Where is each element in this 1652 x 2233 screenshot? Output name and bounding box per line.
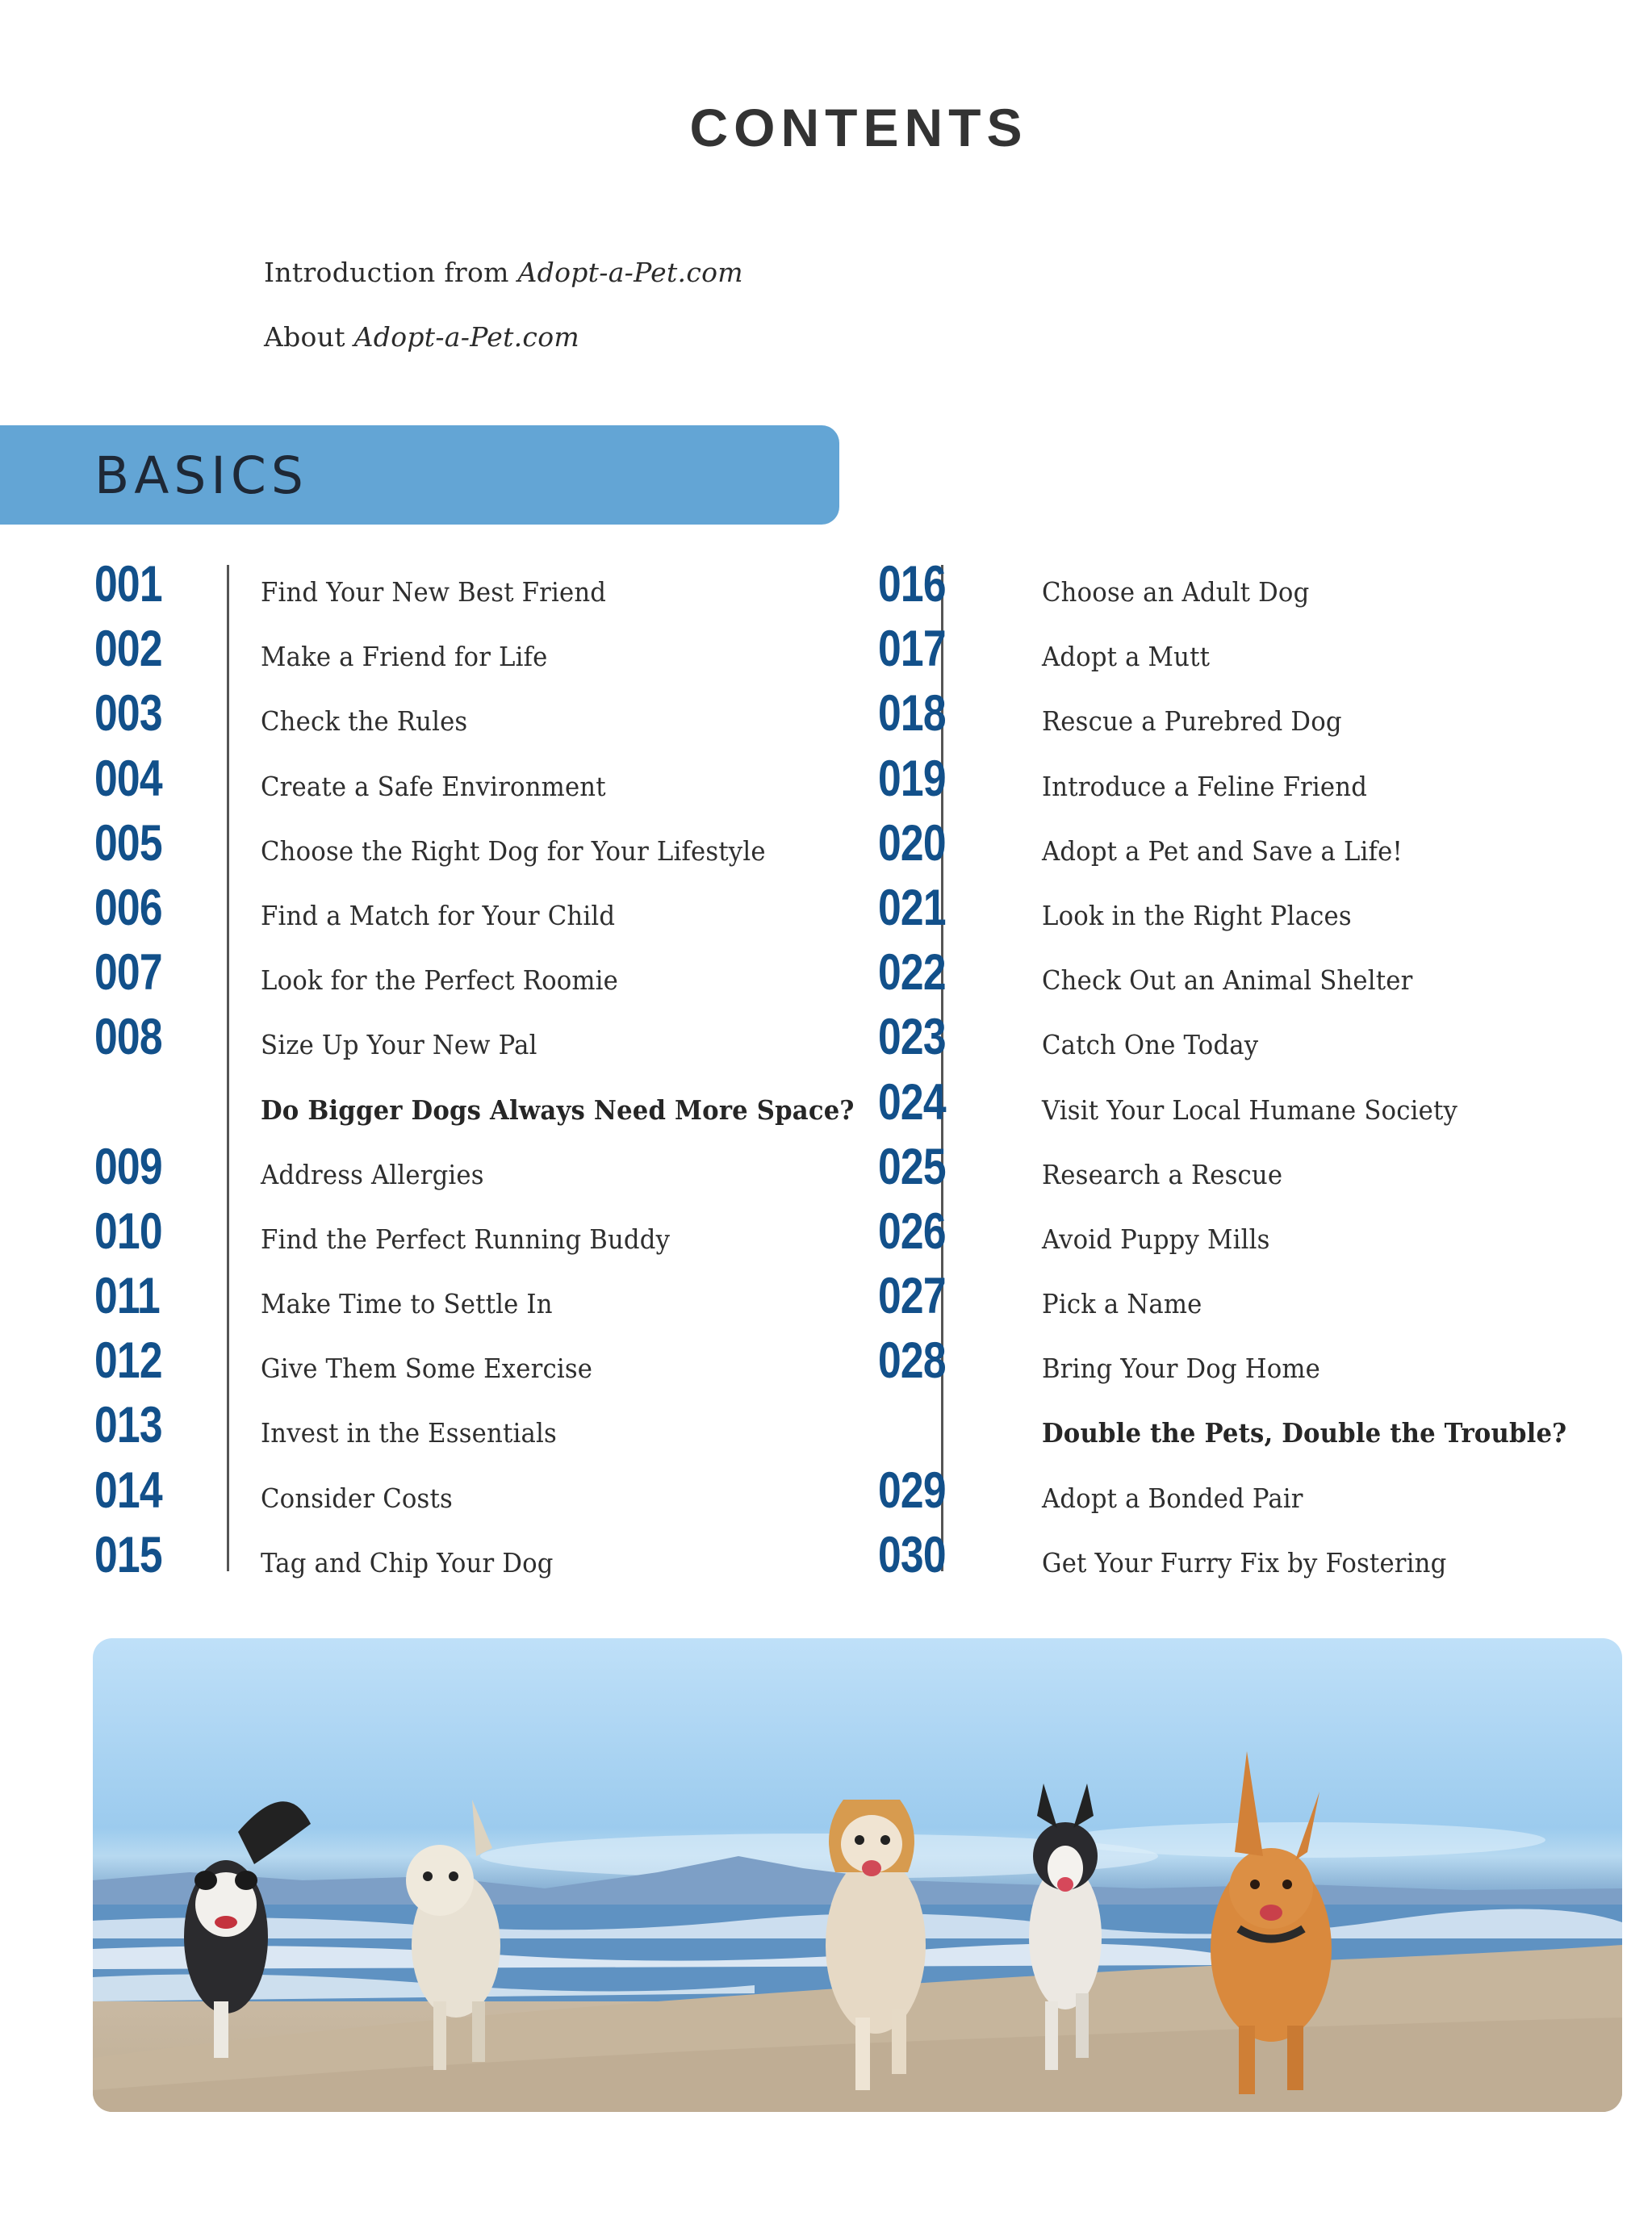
entry-number: 003 <box>94 685 162 742</box>
entry-title: Pick a Name <box>1042 1288 1202 1320</box>
entry-number: 016 <box>878 556 946 613</box>
entry-number: 028 <box>878 1332 946 1390</box>
section-title: BASICS <box>94 446 308 505</box>
entry-title: Check the Rules <box>261 705 468 738</box>
entry-number: 010 <box>94 1202 162 1260</box>
column-divider <box>227 565 229 1571</box>
section-header-bar <box>0 425 839 525</box>
entry-title: Research a Rescue <box>1042 1158 1283 1190</box>
entry-title: Create a Safe Environment <box>261 770 606 802</box>
entry-number: 008 <box>94 1009 162 1066</box>
page-title: CONTENTS <box>689 98 1028 157</box>
entry-number: 029 <box>878 1461 946 1519</box>
entry-number: 002 <box>94 621 162 678</box>
beach-scene-illustration <box>93 1638 1622 2112</box>
entry-title: Look for the Perfect Roomie <box>261 964 619 997</box>
entry-number: 005 <box>94 814 162 872</box>
front-matter-about[interactable] <box>264 321 743 386</box>
entry-title: Bring Your Dog Home <box>1042 1353 1321 1385</box>
front-matter-site-name: Adopt-a-Pet.com <box>353 321 579 353</box>
entry-number: 027 <box>878 1268 946 1325</box>
entry-title: Rescue a Purebred Dog <box>1042 705 1342 738</box>
entry-title: Introduce a Feline Friend <box>1042 770 1368 802</box>
front-matter-site-name: Adopt-a-Pet.com <box>517 257 743 288</box>
entry-number: 019 <box>878 750 946 807</box>
front-matter-list <box>264 257 743 386</box>
entry-title: Catch One Today <box>1042 1029 1259 1061</box>
entry-title: Choose the Right Dog for Your Lifestyle <box>261 834 766 867</box>
entry-title: Size Up Your New Pal <box>261 1029 537 1061</box>
entry-number: 014 <box>94 1461 162 1519</box>
entry-title: Adopt a Pet and Save a Life! <box>1042 834 1403 867</box>
entry-number: 013 <box>94 1397 162 1454</box>
entry-number: 023 <box>878 1009 946 1066</box>
feature-title: Double the Pets, Double the Trouble? <box>1042 1417 1567 1449</box>
entry-title: Adopt a Mutt <box>1042 641 1211 673</box>
entry-title: Address Allergies <box>261 1158 484 1190</box>
entry-number: 011 <box>94 1268 160 1325</box>
entry-number: 030 <box>878 1526 946 1583</box>
hero-photo-dogs-on-beach <box>93 1638 1622 2112</box>
entry-title: Consider Costs <box>261 1482 453 1514</box>
entry-title: Avoid Puppy Mills <box>1042 1223 1270 1255</box>
entry-title: Look in the Right Places <box>1042 899 1352 931</box>
entry-title: Give Them Some Exercise <box>261 1353 593 1385</box>
feature-title: Do Bigger Dogs Always Need More Space? <box>261 1094 855 1126</box>
entry-title: Invest in the Essentials <box>261 1417 557 1449</box>
entry-number: 001 <box>94 556 162 613</box>
entry-number: 022 <box>878 944 946 1002</box>
entry-number: 007 <box>94 944 162 1002</box>
front-matter-label: About <box>264 321 354 353</box>
front-matter-introduction[interactable] <box>264 257 743 321</box>
entry-number: 006 <box>94 879 162 936</box>
entry-number: 025 <box>878 1138 946 1195</box>
entry-number: 012 <box>94 1332 162 1390</box>
entry-title: Make Time to Settle In <box>261 1288 553 1320</box>
entry-title: Check Out an Animal Shelter <box>1042 964 1413 997</box>
entry-title: Find a Match for Your Child <box>261 899 616 931</box>
entry-title: Visit Your Local Humane Society <box>1042 1094 1458 1126</box>
entry-number: 021 <box>878 879 946 936</box>
entry-title: Tag and Chip Your Dog <box>261 1546 554 1579</box>
entry-title: Choose an Adult Dog <box>1042 576 1310 608</box>
entry-title: Find the Perfect Running Buddy <box>261 1223 671 1255</box>
entry-number: 017 <box>878 621 946 678</box>
entry-title: Adopt a Bonded Pair <box>1042 1482 1303 1514</box>
entry-title: Get Your Furry Fix by Fostering <box>1042 1546 1447 1579</box>
entry-title: Make a Friend for Life <box>261 641 548 673</box>
entry-number: 015 <box>94 1526 162 1583</box>
entry-number: 004 <box>94 750 162 807</box>
entry-number: 018 <box>878 685 946 742</box>
entry-number: 026 <box>878 1202 946 1260</box>
entry-number: 024 <box>878 1073 946 1131</box>
entry-title: Find Your New Best Friend <box>261 576 607 608</box>
front-matter-label: Introduction from <box>264 257 518 288</box>
entry-number: 009 <box>94 1138 162 1195</box>
entry-number: 020 <box>878 814 946 872</box>
